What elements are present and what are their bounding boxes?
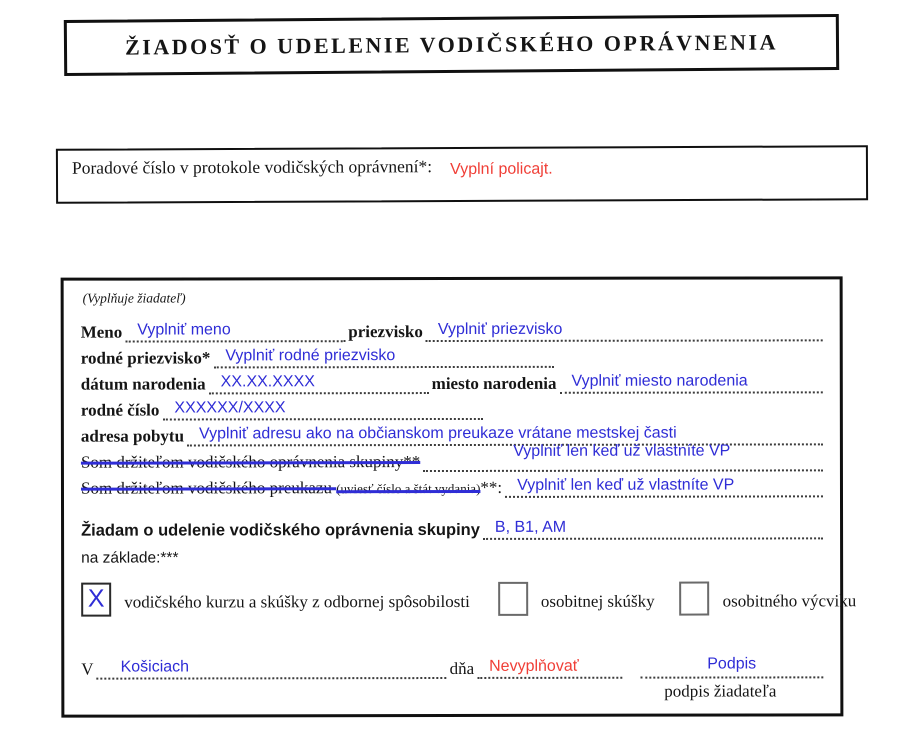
requested-groups-value: B, B1, AM — [494, 518, 567, 536]
surname-field[interactable] — [426, 319, 823, 342]
protocol-number-note: Vyplní policajt. — [450, 160, 553, 179]
licence-card-holder-row — [81, 471, 826, 498]
place-label: V — [81, 660, 94, 680]
signature-field[interactable] — [640, 655, 823, 679]
licence-card-holder-value: Vyplniť len keď už vlastníte VP — [517, 476, 735, 494]
place-value: Košiciach — [120, 658, 190, 676]
checkbox-special-training-label: osobitného výcviku — [722, 591, 857, 611]
address-value: Vyplniť adresu ako na občianskom preukaze vrátane mestskej časti — [199, 424, 677, 443]
basis-label: na základe:*** — [81, 549, 179, 567]
birth-surname-row — [81, 341, 826, 368]
surname-label: priezvisko — [348, 322, 423, 342]
personal-number-row — [81, 393, 826, 420]
checkbox-driving-course-label: vodičského kurzu a skúšky z odbornej spôsobilosti — [124, 591, 470, 612]
first-name-field[interactable] — [125, 320, 345, 342]
basis-options-row — [81, 581, 857, 616]
requested-groups-row — [81, 513, 826, 540]
date-field[interactable] — [477, 657, 622, 679]
signature-value: Podpis — [707, 655, 757, 673]
licence-group-holder-field[interactable] — [423, 442, 823, 472]
checkbox-special-training[interactable] — [680, 582, 710, 616]
name-row — [81, 315, 826, 342]
protocol-number-label: Poradové číslo v protokole vodičských oprávnení*: — [71, 156, 433, 178]
requested-groups-label: Žiadam o udelenie vodičského oprávnenia skupiny — [81, 520, 480, 540]
birth-place-label: miesto narodenia — [431, 374, 557, 394]
form-title: ŽIADOSŤ O UDELENIE VODIČSKÉHO OPRÁVNENIA — [124, 29, 779, 60]
birth-place-value: Vyplniť miesto narodenia — [571, 372, 748, 390]
place-date-signature-row — [81, 652, 826, 679]
address-label: adresa pobytu — [80, 426, 185, 447]
first-name-value: Vyplniť meno — [137, 321, 231, 339]
checkbox-x-mark: X — [87, 584, 105, 613]
requested-groups-field[interactable] — [483, 517, 823, 540]
licence-card-holder-label — [81, 478, 480, 498]
licence-card-holder-label-main: Som držiteľom vodičského preukazu — [80, 478, 332, 499]
licence-group-holder-value: Vyplniť len keď už vlastníte VP — [513, 442, 731, 460]
date-value: Nevyplňovať — [489, 657, 579, 675]
birth-date-place-row — [81, 367, 826, 394]
birth-date-value: XX.XX.XXXX — [220, 373, 315, 391]
birth-surname-label: rodné priezvisko* — [80, 348, 211, 369]
filler-note: (Vyplňuje žiadateľ) — [82, 290, 186, 306]
signature-caption: podpis žiadateľa — [664, 681, 777, 701]
checkbox-special-exam-label: osobitnej skúšky — [540, 591, 655, 611]
personal-number-field[interactable] — [162, 398, 482, 421]
checkbox-special-exam[interactable] — [498, 582, 528, 616]
personal-number-label: rodné číslo — [80, 400, 160, 421]
licence-card-holder-suffix: **: — [480, 478, 503, 498]
birth-date-field[interactable] — [209, 372, 429, 394]
birth-date-label: dátum narodenia — [80, 374, 206, 395]
surname-value: Vyplniť priezvisko — [437, 320, 563, 339]
first-name-label: Meno — [80, 323, 123, 343]
licence-group-holder-label: Som držiteľom vodičského oprávnenia skupiny** — [80, 452, 421, 473]
date-label: dňa — [449, 659, 475, 679]
form-title-box — [64, 14, 839, 76]
birth-surname-field[interactable] — [213, 346, 553, 369]
checkbox-driving-course[interactable] — [81, 583, 111, 617]
licence-group-holder-row — [80, 442, 826, 473]
birth-surname-value: Vyplniť rodné priezvisko — [225, 347, 396, 365]
personal-number-value: XXXXXX/XXXX — [174, 399, 286, 417]
applicant-section-box — [61, 276, 857, 717]
place-field[interactable] — [97, 657, 447, 680]
licence-card-holder-label-small: (uviesť číslo a štát vydania) — [336, 481, 481, 497]
birth-place-field[interactable] — [559, 371, 822, 393]
protocol-number-box — [56, 145, 868, 204]
licence-card-holder-field[interactable] — [505, 475, 823, 498]
